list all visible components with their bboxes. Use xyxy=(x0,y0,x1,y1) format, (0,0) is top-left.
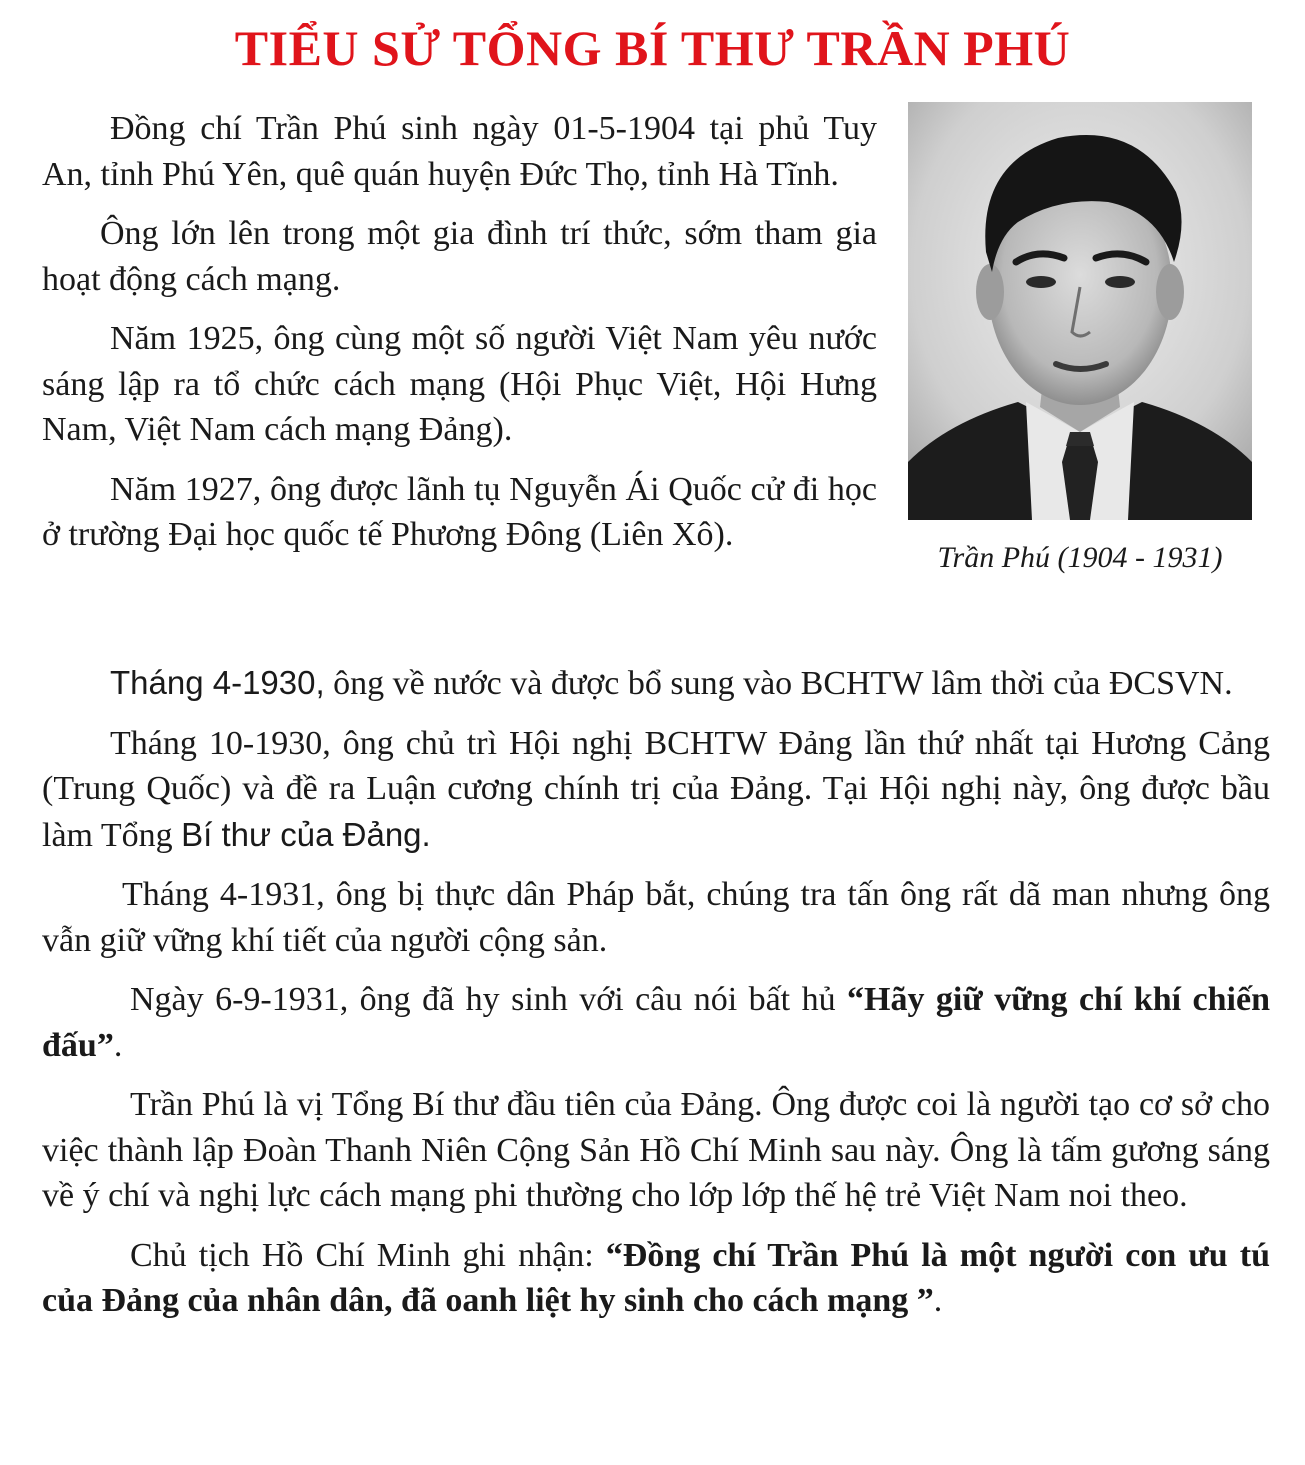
photo-caption: Trần Phú (1904 - 1931) xyxy=(937,541,1223,574)
oct-1930-tail: Bí thư của Đảng. xyxy=(181,815,431,853)
paragraph-birth: Đồng chí Trần Phú sinh ngày 01-5-1904 tại phủ Tuy An, tỉnh Phú Yên, quê quán huyện Đức Thọ, tỉnh Hà Tĩnh. xyxy=(42,110,877,193)
paragraph-ho-chi-minh xyxy=(42,1233,1270,1324)
apr-1930-text: ông về nước và được bổ sung vào BCHTW lâm thời của ĐCSVN. xyxy=(324,665,1233,702)
full-width-column xyxy=(42,660,1270,1338)
portrait-image xyxy=(908,102,1252,520)
paragraph-1925: Năm 1925, ông cùng một số người Việt Nam yêu nước sáng lập ra tổ chức cách mạng (Hội Phục Việt, Hội Hưng Nam, Việt Nam cách mạng Đảng). xyxy=(42,320,877,448)
oct-1930-text: Tháng 10-1930, ông chủ trì Hội nghị BCHTW Đảng lần thứ nhất tại Hương Cảng (Trung Quốc) và đề ra Luận cương chính trị của Đảng. Tại Hội nghị này, ông được bầu làm Tổng xyxy=(42,724,1270,854)
page-title: TIỂU SỬ TỔNG BÍ THƯ TRẦN PHÚ xyxy=(234,20,1071,76)
hcm-end: . xyxy=(933,1282,943,1319)
sep-1931-text: Ngày 6-9-1931, ông đã hy sinh với câu nói bất hủ xyxy=(130,981,848,1018)
paragraph-1927: Năm 1927, ông được lãnh tụ Nguyễn Ái Quốc cử đi học ở trường Đại học quốc tế Phương Đông (Liên Xô). xyxy=(42,470,877,553)
paragraph-oct-1930 xyxy=(42,721,1270,859)
paragraph-legacy: Trần Phú là vị Tổng Bí thư đầu tiên của Đảng. Ông được coi là người tạo cơ sở cho việc thành lập Đoàn Thanh Niên Cộng Sản Hồ Chí Minh sau này. Ông là tấm gương sáng về ý chí và nghị lực cách mạng phi thường cho lớp lớp thế hệ trẻ Việt Nam noi theo. xyxy=(42,1086,1270,1214)
portrait-photo xyxy=(908,102,1252,520)
hcm-quote: “Đồng chí Trần Phú là một người con ưu tú của Đảng của nhân dân, đã oanh liệt hy sinh cho cách mạng ” xyxy=(42,1236,1270,1319)
paragraph-family: Ông lớn lên trong một gia đình trí thức, sớm tham gia hoạt động cách mạng. xyxy=(42,215,877,298)
sep-1931-quote: “Hãy giữ vững chí khí chiến đấu” xyxy=(42,981,1270,1064)
paragraph-apr-1930 xyxy=(42,660,1270,707)
paragraph-apr-1931: Tháng 4-1931, ông bị thực dân Pháp bắt, chúng tra tấn ông rất dã man nhưng ông vẫn giữ vững khí tiết của người cộng sản. xyxy=(42,876,1270,959)
apr-1930-lead: Tháng 4-1930, xyxy=(110,664,325,701)
sep-1931-end: . xyxy=(113,1026,123,1064)
hcm-text: Chủ tịch Hồ Chí Minh ghi nhận: xyxy=(130,1236,606,1274)
intro-column xyxy=(42,106,877,572)
paragraph-sep-1931 xyxy=(42,977,1270,1068)
